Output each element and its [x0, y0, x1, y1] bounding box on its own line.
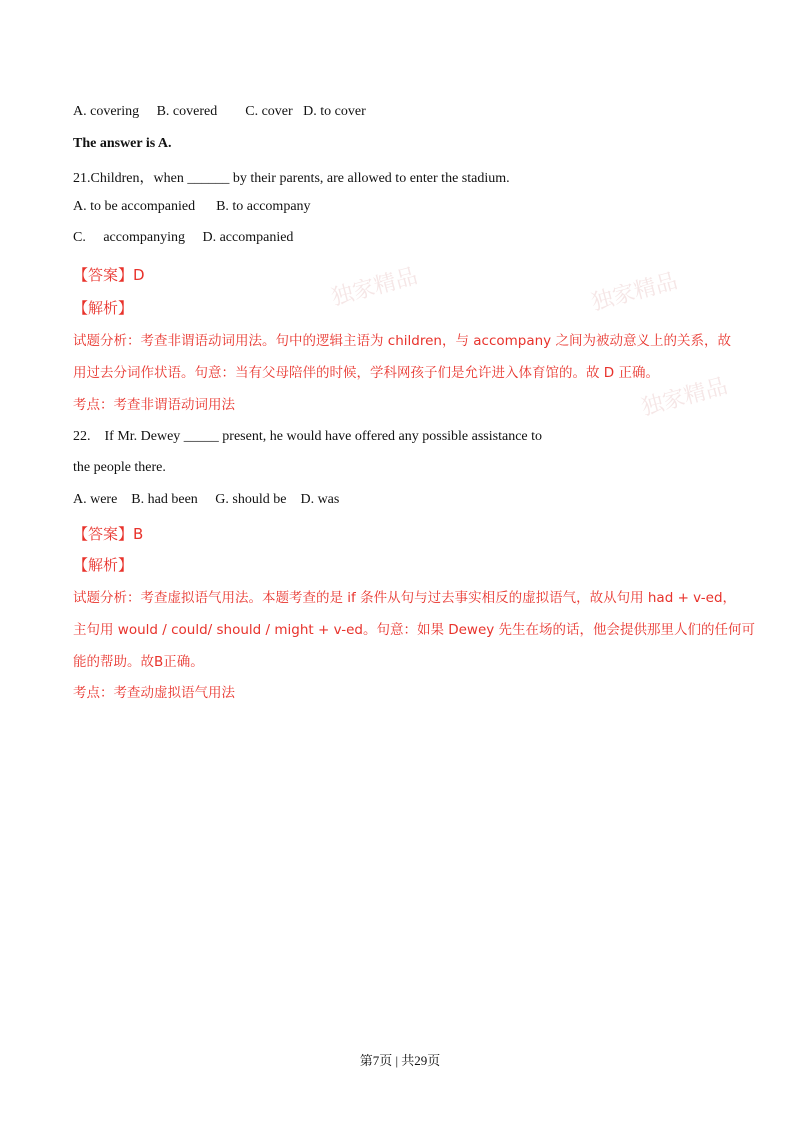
q21-analysis-line2: 用过去分词作状语。句意：当有父母陪伴的时候，学科网孩子们是允许进入体育馆的。故 D 正确。	[73, 365, 659, 381]
q21-analysis-label: 【解析】	[73, 299, 134, 317]
q22-stem-1: 22. If Mr. Dewey _____ present, he would have offered any possible assistance to	[73, 429, 543, 444]
q21-options-2: C. accompanying D. accompanied	[73, 230, 294, 245]
watermark: 独家精品	[328, 263, 421, 311]
watermark: 独家精品	[638, 373, 731, 421]
page-footer: 第7页 | 共29页	[359, 1053, 441, 1068]
q20-answer: The answer is A.	[73, 136, 172, 151]
q22-point: 考点：考查动虚拟语气用法	[73, 685, 235, 701]
q20-options: A. covering B. covered C. cover D. to cover	[73, 104, 366, 119]
q22-analysis-line1: 试题分析：考查虚拟语气用法。本题考查的是 if 条件从句与过去事实相反的虚拟语气，故从句用 had + v-ed，	[73, 590, 737, 606]
q22-stem-2: the people there.	[73, 460, 166, 475]
q21-point: 考点：考查非谓语动词用法	[73, 397, 235, 413]
q22-options: A. were B. had been G. should be D. was	[73, 492, 340, 507]
q22-analysis-label: 【解析】	[73, 556, 134, 574]
q21-stem: 21.Children，when ______ by their parents, are allowed to enter the stadium.	[73, 171, 510, 186]
q22-analysis-line3: 能的帮助。故B正确。	[73, 654, 204, 670]
watermark: 独家精品	[588, 268, 681, 316]
q22-analysis-line2: 主句用 would / could/ should / might + v-ed。句意：如果 Dewey 先生在场的话，他会提供那里人们的任何可	[73, 622, 756, 638]
q21-answer-label: 【答案】D	[73, 266, 145, 284]
q22-answer-label: 【答案】B	[73, 525, 144, 543]
q21-analysis-line1: 试题分析：考查非谓语动词用法。句中的逻辑主语为 children，与 accompany 之间为被动意义上的关系，故	[73, 333, 731, 349]
q21-options-1: A. to be accompanied B. to accompany	[73, 199, 311, 214]
